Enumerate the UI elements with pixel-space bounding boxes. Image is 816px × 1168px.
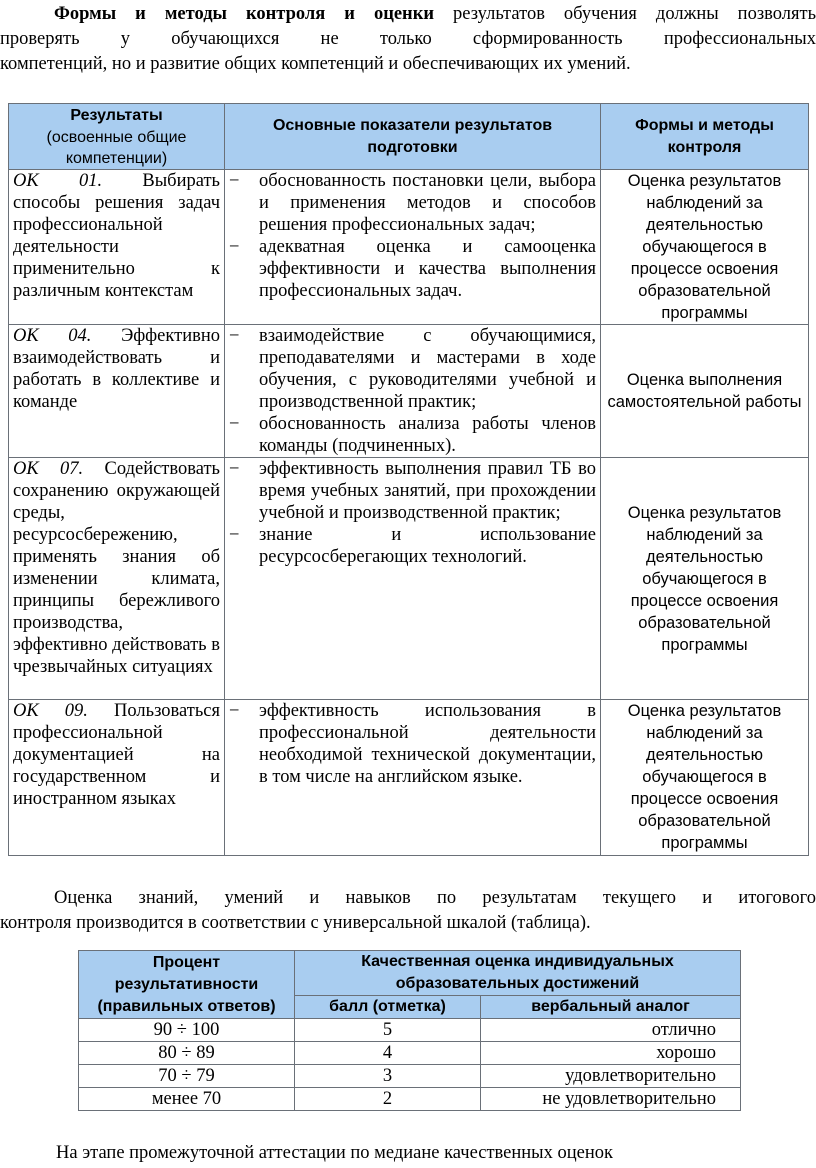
competency-text: Содействовать сохранению окружающей среды, ресурсосбережению, применять знания об изменении климата, принципы бережливого производства, эффективно действовать в чрезвычайных ситуациях — [13, 459, 220, 677]
intro-paragraph — [0, 2, 816, 77]
verbal-cell: отлично — [481, 1019, 741, 1042]
indicator-item — [229, 524, 596, 568]
competency-code: ОК 07. — [13, 459, 84, 479]
score-cell: 2 — [295, 1088, 481, 1111]
result-cell — [9, 170, 225, 325]
percent-cell: менее 70 — [79, 1088, 295, 1111]
indicator-text: обоснованность постановки цели, выбора и применения методов и способов решения профессиональных задач; — [259, 171, 596, 235]
table-row — [79, 1042, 741, 1065]
header-verbal: вербальный аналог — [481, 996, 741, 1019]
competency-code: ОК 04. — [13, 326, 92, 346]
indicator-item — [229, 413, 596, 457]
table-row — [79, 1019, 741, 1042]
header-indicators-title: Основные показатели результатов подготовки — [272, 116, 553, 156]
dash-bullet: − — [229, 525, 240, 545]
competency-code: ОК 09. — [13, 701, 88, 721]
competencies-table — [8, 103, 809, 856]
header-results-subtitle: (освоенные общие компетенции) — [46, 128, 187, 167]
indicator-item — [229, 458, 596, 524]
indicators-cell — [225, 170, 601, 325]
header-quality: Качественная оценка индивидуальных образовательных достижений — [295, 951, 741, 996]
header-score: балл (отметка) — [295, 996, 481, 1019]
indicators-cell — [225, 700, 601, 856]
dash-bullet: − — [229, 701, 240, 721]
score-cell: 3 — [295, 1065, 481, 1088]
scale-header-row — [79, 951, 741, 996]
indicator-item — [229, 170, 596, 236]
scale-line-1: Оценка знаний, умений и навыков по результатам текущего и итогового — [54, 888, 816, 908]
scale-line-2: контроля производится в соответствии с универсальной шкалой (таблица). — [0, 913, 591, 933]
header-forms — [601, 104, 809, 170]
intro-rest: результатов обучения должны позволять — [453, 4, 816, 24]
indicator-text: эффективность использования в профессиональной деятельности необходимой технической документации, в том числе на английском языке. — [259, 701, 596, 787]
table-row — [9, 325, 809, 458]
table-row — [79, 1065, 741, 1088]
competencies-header-row — [9, 104, 809, 170]
dash-bullet: − — [229, 326, 240, 346]
percent-cell: 70 ÷ 79 — [79, 1065, 295, 1088]
indicators-cell — [225, 325, 601, 458]
indicator-text: эффективность выполнения правил ТБ во время учебных занятий, при прохождении учебной и производственной практик; — [259, 459, 596, 523]
intro-bold: Формы и методы контроля и оценки — [54, 4, 435, 24]
intro-line-2: проверять у обучающихся не только сформированность профессиональных — [0, 29, 816, 49]
verbal-cell: не удовлетворительно — [481, 1088, 741, 1111]
intro-line-1 — [0, 2, 816, 27]
header-results — [9, 104, 225, 170]
competency-text: Эффективно взаимодействовать и работать в коллективе и команде — [13, 326, 220, 412]
table-row — [9, 170, 809, 325]
indicator-item — [229, 236, 596, 302]
intro-line-3: компетенций, но и развитие общих компетенций и обеспечивающих их умений. — [0, 54, 631, 74]
percent-cell: 80 ÷ 89 — [79, 1042, 295, 1065]
control-form-cell: Оценка результатов наблюдений за деятельностью обучающегося в процессе освоения образовательной программы — [601, 458, 809, 700]
dash-bullet: − — [229, 237, 240, 257]
verbal-cell: удовлетворительно — [481, 1065, 741, 1088]
header-forms-title: Формы и методы контроля — [635, 116, 774, 156]
control-form-cell: Оценка результатов наблюдений за деятельностью обучающегося в процессе освоения образовательной программы — [601, 170, 809, 325]
competency-text: Пользоваться профессиональной документацией на государственном и иностранном языках — [13, 701, 220, 809]
table-row — [9, 458, 809, 700]
indicator-item — [229, 325, 596, 413]
dash-bullet: − — [229, 414, 240, 434]
final-paragraph: На этапе промежуточной аттестации по медиане качественных оценок — [56, 1143, 613, 1163]
score-cell: 5 — [295, 1019, 481, 1042]
percent-cell: 90 ÷ 100 — [79, 1019, 295, 1042]
header-results-title: Результаты — [70, 106, 163, 124]
verbal-cell: хорошо — [481, 1042, 741, 1065]
competency-code: ОК 01. — [13, 171, 103, 191]
indicator-text: знание и использование ресурсосберегающих технологий. — [259, 525, 596, 567]
indicator-text: обоснованность анализа работы членов команды (подчиненных). — [259, 414, 596, 456]
table-row — [9, 700, 809, 856]
dash-bullet: − — [229, 171, 240, 191]
result-cell — [9, 458, 225, 700]
result-cell — [9, 325, 225, 458]
indicator-text: взаимодействие с обучающимися, преподавателями и мастерами в ходе обучения, с руководителями учебной и производственной практик; — [259, 326, 596, 412]
scale-paragraph — [0, 886, 816, 936]
control-form-cell: Оценка выполнения самостоятельной работы — [601, 325, 809, 458]
header-indicators — [225, 104, 601, 170]
score-cell: 4 — [295, 1042, 481, 1065]
indicators-cell — [225, 458, 601, 700]
control-form-cell: Оценка результатов наблюдений за деятельностью обучающегося в процессе освоения образовательной программы — [601, 700, 809, 856]
indicator-item — [229, 700, 596, 788]
table-row — [79, 1088, 741, 1111]
header-percent: Процент результативности (правильных ответов) — [79, 951, 295, 1019]
grading-scale-table — [78, 950, 741, 1111]
result-cell — [9, 700, 225, 856]
indicator-text: адекватная оценка и самооценка эффективности и качества выполнения профессиональных задач. — [259, 237, 596, 301]
competency-text: Выбирать способы решения задач профессиональной деятельности применительно к различным контекстам — [13, 171, 220, 301]
dash-bullet: − — [229, 459, 240, 479]
